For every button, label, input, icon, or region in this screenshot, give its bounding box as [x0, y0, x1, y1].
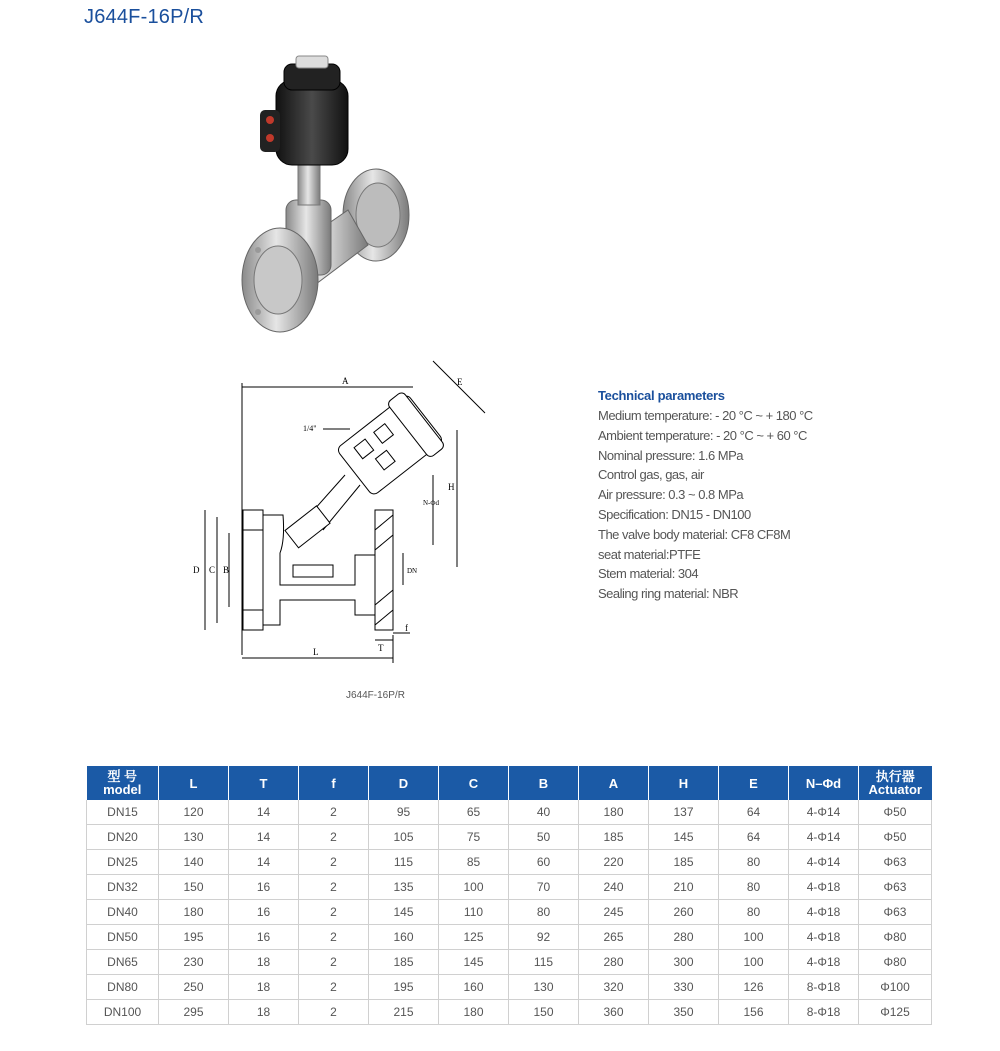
- valve-drawing: [185, 355, 505, 675]
- table-row: [87, 850, 932, 875]
- table-cell: Φ63: [859, 900, 932, 925]
- table-cell: 4-Φ18: [789, 875, 859, 900]
- table-cell: 2: [299, 950, 369, 975]
- table-cell: 60: [509, 850, 579, 875]
- table-cell: 2: [299, 875, 369, 900]
- header-en-label: N–Φd: [805, 775, 842, 791]
- header-en-label: Actuator: [868, 782, 922, 797]
- table-cell: 195: [159, 925, 229, 950]
- table-cell: 2: [299, 900, 369, 925]
- spec-table: [86, 766, 932, 1025]
- table-cell: 65: [439, 800, 509, 825]
- table-cell: 80: [719, 875, 789, 900]
- table-cell: 126: [719, 975, 789, 1000]
- table-row: [87, 800, 932, 825]
- table-cell: 4-Φ14: [789, 850, 859, 875]
- table-cell: 250: [159, 975, 229, 1000]
- table-cell: 4-Φ18: [789, 950, 859, 975]
- table-cell: 130: [509, 975, 579, 1000]
- table-header-cell: [509, 766, 579, 800]
- table-cell: 105: [369, 825, 439, 850]
- table-cell: 14: [229, 825, 299, 850]
- table-row: [87, 950, 932, 975]
- dim-label-dn: DN: [407, 567, 418, 575]
- table-cell: 115: [369, 850, 439, 875]
- table-cell: 145: [649, 825, 719, 850]
- table-cell: 75: [439, 825, 509, 850]
- table-header-cell: [369, 766, 439, 800]
- table-cell: Φ63: [859, 875, 932, 900]
- table-cell: 80: [719, 900, 789, 925]
- table-header-cell: [159, 766, 229, 800]
- dim-label-a: A: [342, 376, 349, 386]
- table-cell: 195: [369, 975, 439, 1000]
- table-cell: 85: [439, 850, 509, 875]
- header-en-label: C: [468, 775, 479, 791]
- table-cell: 64: [719, 825, 789, 850]
- table-cell: 4-Φ18: [789, 900, 859, 925]
- valve-photo: [228, 50, 428, 350]
- table-cell: Φ100: [859, 975, 932, 1000]
- table-cell: 2: [299, 925, 369, 950]
- table-cell: 120: [159, 800, 229, 825]
- table-cell: DN100: [87, 1000, 159, 1025]
- table-header-cell: [579, 766, 649, 800]
- table-cell: 185: [369, 950, 439, 975]
- table-cell: 16: [229, 875, 299, 900]
- technical-parameters: [598, 388, 898, 604]
- dim-label-f: f: [405, 623, 408, 633]
- tech-line: Specification: DN15 - DN100: [598, 506, 751, 522]
- table-cell: 280: [649, 925, 719, 950]
- table-cell: 70: [509, 875, 579, 900]
- table-cell: 80: [509, 900, 579, 925]
- table-cell: 18: [229, 975, 299, 1000]
- table-cell: 265: [579, 925, 649, 950]
- table-row: [87, 975, 932, 1000]
- table-cell: 125: [439, 925, 509, 950]
- table-cell: Φ80: [859, 925, 932, 950]
- table-cell: 50: [509, 825, 579, 850]
- header-en-label: T: [259, 775, 268, 791]
- table-cell: 137: [649, 800, 719, 825]
- table-cell: 180: [579, 800, 649, 825]
- table-cell: 215: [369, 1000, 439, 1025]
- table-cell: 2: [299, 975, 369, 1000]
- table-cell: 80: [719, 850, 789, 875]
- table-cell: 145: [369, 900, 439, 925]
- table-header-cell: [299, 766, 369, 800]
- drawing-caption: J644F-16P/R: [346, 690, 405, 701]
- table-cell: Φ50: [859, 800, 932, 825]
- table-header-cell: [789, 766, 859, 800]
- table-cell: 4-Φ14: [789, 800, 859, 825]
- table-cell: DN50: [87, 925, 159, 950]
- table-row: [87, 925, 932, 950]
- table-cell: DN25: [87, 850, 159, 875]
- header-en-label: D: [398, 775, 409, 791]
- tech-line: Sealing ring material: NBR: [598, 586, 739, 602]
- table-cell: 150: [509, 1000, 579, 1025]
- table-cell: 295: [159, 1000, 229, 1025]
- header-en-label: L: [189, 775, 198, 791]
- table-cell: 140: [159, 850, 229, 875]
- header-en-label: E: [749, 775, 758, 791]
- table-cell: 245: [579, 900, 649, 925]
- table-row: [87, 825, 932, 850]
- table-row: [87, 875, 932, 900]
- table-cell: DN40: [87, 900, 159, 925]
- table-cell: 16: [229, 925, 299, 950]
- table-cell: Φ125: [859, 1000, 932, 1025]
- table-header-cell: [649, 766, 719, 800]
- table-cell: Φ80: [859, 950, 932, 975]
- table-cell: 100: [439, 875, 509, 900]
- table-cell: 150: [159, 875, 229, 900]
- table-cell: 156: [719, 1000, 789, 1025]
- header-en-label: model: [103, 782, 142, 797]
- tech-line: Ambient temperature: - 20 °C ~ + 60 °C: [598, 427, 807, 443]
- table-cell: 350: [649, 1000, 719, 1025]
- table-cell: 185: [649, 850, 719, 875]
- table-cell: 14: [229, 800, 299, 825]
- table-cell: Φ63: [859, 850, 932, 875]
- table-cell: 210: [649, 875, 719, 900]
- table-cell: DN80: [87, 975, 159, 1000]
- table-cell: 2: [299, 1000, 369, 1025]
- table-cell: 16: [229, 900, 299, 925]
- tech-title: Technical parameters: [598, 388, 725, 403]
- table-cell: 280: [579, 950, 649, 975]
- table-cell: 64: [719, 800, 789, 825]
- table-cell: 360: [579, 1000, 649, 1025]
- table-row: [87, 900, 932, 925]
- table-cell: DN15: [87, 800, 159, 825]
- table-cell: 18: [229, 1000, 299, 1025]
- table-cell: 100: [719, 950, 789, 975]
- table-cell: 2: [299, 800, 369, 825]
- table-cell: 300: [649, 950, 719, 975]
- table-header-cell: [719, 766, 789, 800]
- table-cell: 2: [299, 825, 369, 850]
- table-cell: 115: [509, 950, 579, 975]
- table-header-cell: [87, 766, 159, 800]
- table-header-cell: [439, 766, 509, 800]
- table-cell: 260: [649, 900, 719, 925]
- table-cell: 130: [159, 825, 229, 850]
- table-header-row: [87, 766, 932, 800]
- table-cell: 180: [439, 1000, 509, 1025]
- table-cell: 160: [369, 925, 439, 950]
- table-cell: 100: [719, 925, 789, 950]
- table-cell: 8-Φ18: [789, 1000, 859, 1025]
- table-cell: 180: [159, 900, 229, 925]
- dim-label-h: H: [448, 482, 455, 492]
- header-en-label: B: [538, 775, 549, 791]
- dim-label-d: D: [193, 565, 200, 575]
- tech-line: Air pressure: 0.3 ~ 0.8 MPa: [598, 487, 744, 503]
- table-cell: 4-Φ14: [789, 825, 859, 850]
- table-cell: 2: [299, 850, 369, 875]
- tech-line: Medium temperature: - 20 °C ~ + 180 °C: [598, 408, 813, 423]
- table-cell: DN20: [87, 825, 159, 850]
- tech-lines: [598, 406, 898, 604]
- dim-label-b: B: [223, 565, 230, 575]
- header-cn-label: 型 号: [107, 769, 138, 784]
- dim-label-nd: N-Φd: [423, 499, 440, 507]
- table-header-cell: [229, 766, 299, 800]
- table-cell: DN32: [87, 875, 159, 900]
- table-cell: 220: [579, 850, 649, 875]
- table-cell: 185: [579, 825, 649, 850]
- tech-line: The valve body material: CF8 CF8M: [598, 526, 791, 542]
- tech-line: Control gas, gas, air: [598, 467, 704, 483]
- tech-line: seat material:PTFE: [598, 546, 701, 562]
- table-cell: 135: [369, 875, 439, 900]
- table-cell: 14: [229, 850, 299, 875]
- dim-label-e: E: [457, 377, 463, 387]
- table-cell: 230: [159, 950, 229, 975]
- table-cell: 8-Φ18: [789, 975, 859, 1000]
- table-cell: 18: [229, 950, 299, 975]
- dim-label-port: 1/4": [303, 424, 317, 433]
- table-cell: 110: [439, 900, 509, 925]
- dim-label-l: L: [313, 647, 319, 657]
- header-en-label: f: [331, 775, 336, 791]
- header-cn-label: 执行器: [875, 769, 915, 784]
- tech-line: Stem material: 304: [598, 566, 699, 582]
- tech-line: Nominal pressure: 1.6 MPa: [598, 447, 744, 463]
- table-cell: 160: [439, 975, 509, 1000]
- table-cell: 145: [439, 950, 509, 975]
- table-cell: 320: [579, 975, 649, 1000]
- header-en-label: H: [678, 775, 689, 791]
- table-cell: 4-Φ18: [789, 925, 859, 950]
- table-cell: Φ50: [859, 825, 932, 850]
- table-cell: DN65: [87, 950, 159, 975]
- table-cell: 95: [369, 800, 439, 825]
- table-cell: 40: [509, 800, 579, 825]
- table-cell: 92: [509, 925, 579, 950]
- dim-label-c: C: [209, 565, 216, 575]
- table-body: [87, 800, 932, 1025]
- table-row: [87, 1000, 932, 1025]
- table-cell: 240: [579, 875, 649, 900]
- table-cell: 330: [649, 975, 719, 1000]
- dim-label-t: T: [378, 643, 384, 653]
- header-en-label: A: [608, 775, 619, 791]
- page-title: J644F-16P/R: [84, 6, 205, 28]
- table-header-cell: [859, 766, 932, 800]
